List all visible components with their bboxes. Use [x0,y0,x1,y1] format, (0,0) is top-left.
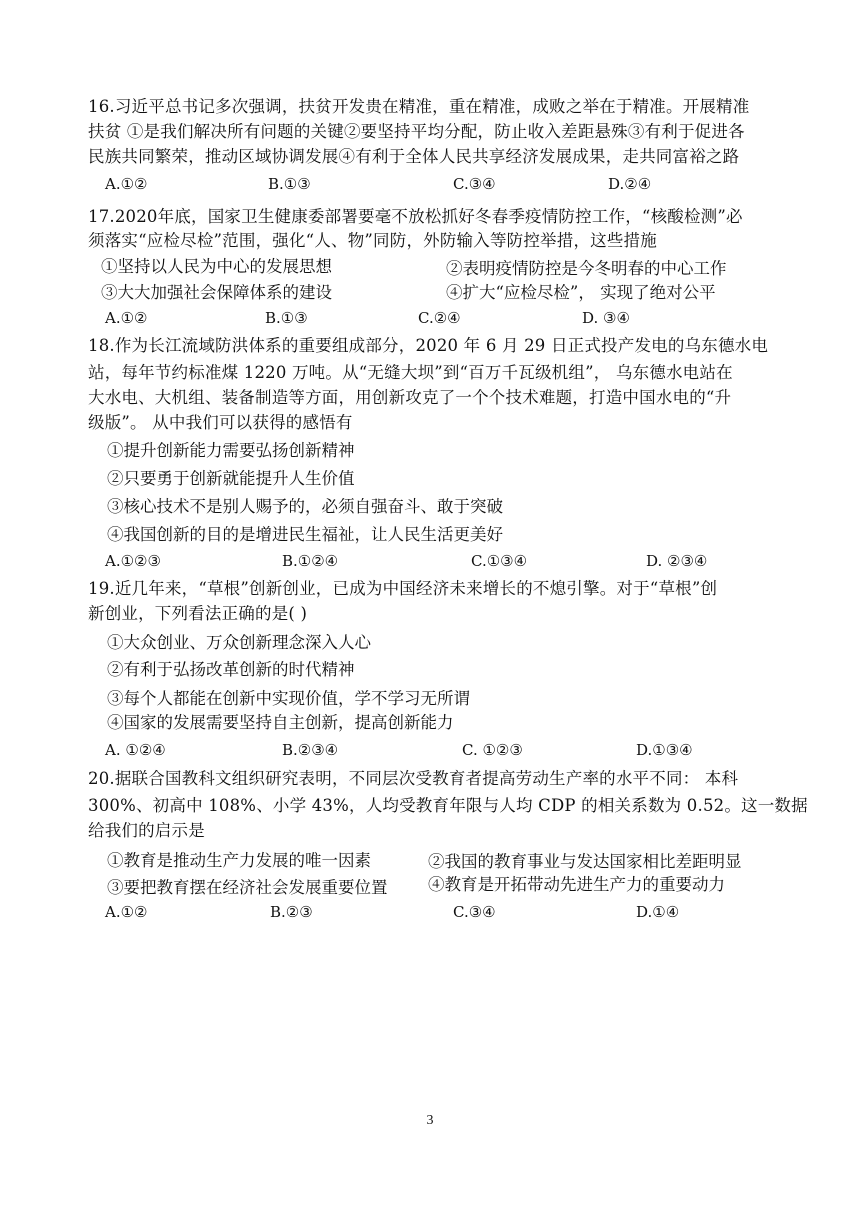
option-c: C.①③④ [471,552,528,570]
page-number: 3 [426,1113,434,1128]
question-stem-line: 新创业，下列看法正确的是( ) [88,604,308,623]
statement-4: ④扩大“应检尽检”， 实现了绝对公平 [446,283,716,302]
option-b: B.①③ [265,309,308,327]
option-b: B.①③ [268,175,311,193]
option-d: D.②④ [608,175,652,193]
statement-2: ②表明疫情防控是今冬明春的中心工作 [446,259,727,278]
option-a: A.①② [105,903,148,921]
option-d: D.①④ [636,903,680,921]
question-stem-line: 民族共同繁荣，推动区域协调发展④有利于全体人民共享经济发展成果，走共同富裕之路 [88,147,740,166]
option-a: A.①② [105,309,148,327]
statement-3: ③核心技术不是别人赐予的，必须自强奋斗、敢于突破 [107,497,503,516]
question-stem-line: 级版”。 从中我们可以获得的感悟有 [88,413,353,432]
statement-3: ③要把教育摆在经济社会发展重要位置 [107,878,388,897]
option-d: D. ③④ [582,309,630,327]
option-c: C.③④ [453,175,496,193]
option-c: C. ①②③ [462,741,523,759]
statement-1: ①大众创业、万众创新理念深入人心 [107,633,371,652]
statement-2: ②有利于弘扬改革创新的时代精神 [107,660,355,679]
option-d: D.①③④ [636,741,693,759]
question-stem-line: 19.近几年来，“草根”创新创业，已成为中国经济未来增长的不熄引擎。对于“草根”创 [88,579,718,598]
option-c: C.②④ [418,309,461,327]
question-stem-line: 300%、初高中 108%、小学 43%，人均受教育年限与人均 CDP 的相关系数为 0.52。这一数据 [88,796,808,815]
option-a: A.①②③ [105,552,161,570]
option-a: A. ①②④ [105,741,166,759]
statement-4: ④国家的发展需要坚持自主创新，提高创新能力 [107,713,454,732]
option-b: B.②③④ [282,741,339,759]
option-a: A.①② [105,175,148,193]
option-c: C.③④ [453,903,496,921]
option-d: D. ②③④ [646,552,708,570]
statement-2: ②我国的教育事业与发达国家相比差距明显 [428,852,742,871]
statement-4: ④教育是开拓带动先进生产力的重要动力 [428,875,725,894]
option-b: B.①②④ [282,552,339,570]
option-b: B.②③ [270,903,313,921]
statement-3: ③每个人都能在创新中实现价值，学不学习无所谓 [107,689,470,708]
question-stem-line: 16.习近平总书记多次强调，扶贫开发贵在精准，重在精准，成败之举在于精准。开展精准 [88,97,750,116]
question-stem-line: 须落实“应检尽检”范围，强化“人、物”同防，外防输入等防控举措，这些措施 [88,231,657,250]
statement-1: ①坚持以人民为中心的发展思想 [101,257,332,276]
statement-1: ①提升创新能力需要弘扬创新精神 [107,441,355,460]
question-stem-line: 17.2020年底，国家卫生健康委部署要毫不放松抓好冬春季疫情防控工作，“核酸检测”必 [88,207,743,226]
question-stem-line: 扶贫 ①是我们解决所有问题的关键②要坚持平均分配，防止收入差距悬殊③有利于促进各 [88,122,745,141]
statement-4: ④我国创新的目的是增进民生福祉，让人民生活更美好 [107,525,503,544]
question-stem-line: 大水电、大机组、装备制造等方面，用创新攻克了一个个技术难题，打造中国水电的“升 [88,388,732,407]
question-stem-line: 给我们的启示是 [88,821,205,840]
question-stem-line: 20.据联合国教科文组织研究表明，不同层次受教育者提高劳动生产率的水平不同： 本科 [88,769,739,788]
statement-3: ③大大加强社会保障体系的建设 [101,283,332,302]
question-stem-line: 站，每年节约标准煤 1220 万吨。从“无缝大坝”到“百万千瓦级机组”， 乌东德水电站在 [88,363,733,382]
statement-2: ②只要勇于创新就能提升人生价值 [107,469,355,488]
statement-1: ①教育是推动生产力发展的唯一因素 [107,851,371,870]
question-stem-line: 18.作为长江流域防洪体系的重要组成部分，2020 年 6 月 29 日正式投产发电的乌东德水电 [88,336,769,355]
